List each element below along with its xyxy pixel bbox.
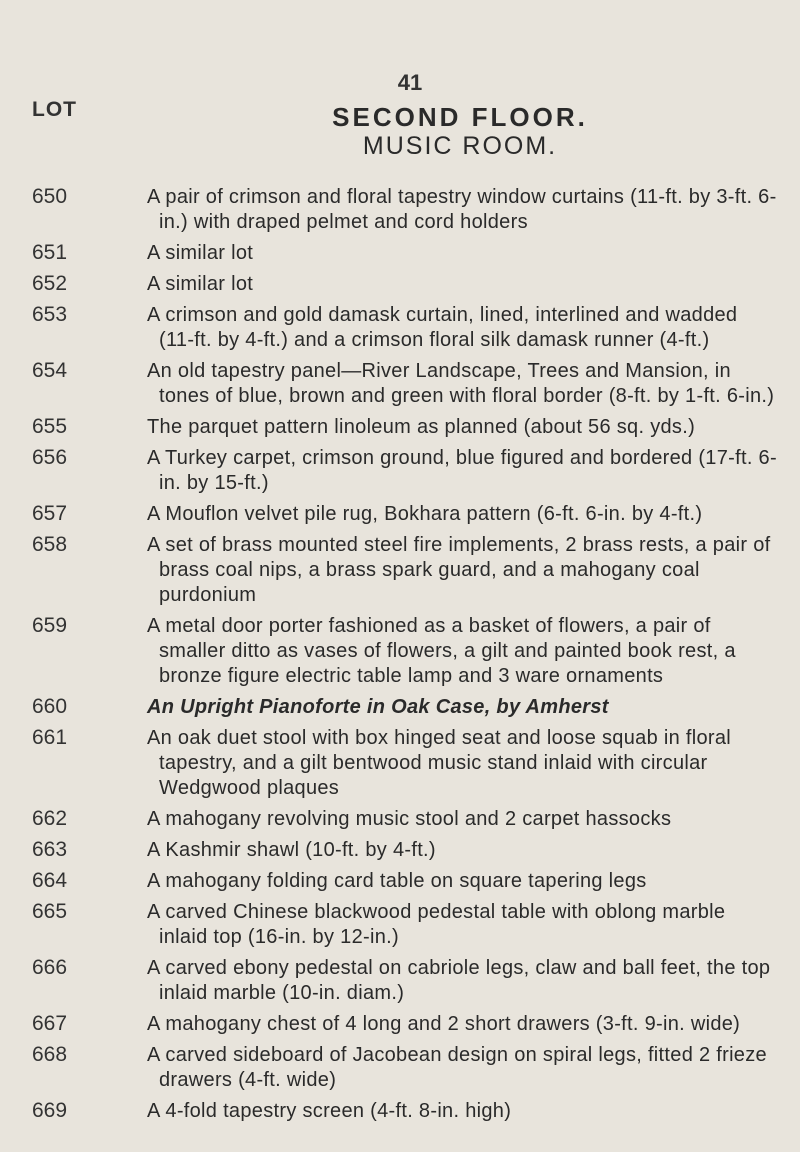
lot-description: A Kashmir shawl (10-ft. by 4-ft.): [147, 839, 436, 861]
lot-number: 668: [32, 1043, 68, 1066]
lot-number: 659: [32, 614, 68, 637]
lot-description: A 4-fold tapestry screen (4-ft. 8-in. high): [147, 1100, 512, 1122]
lot-column-label: LOT: [32, 98, 77, 121]
lot-number: 664: [32, 869, 68, 892]
lot-number: 660: [32, 695, 68, 718]
lot-number: 662: [32, 807, 68, 830]
lot-number: 665: [32, 900, 68, 923]
lot-description: An oak duet stool with box hinged seat and loose squab in floral tapestry, and a gilt bentwood music stand inlaid with circular Wedgwood plaques: [147, 727, 732, 799]
lot-number: 658: [32, 533, 68, 556]
lot-number: 663: [32, 838, 68, 861]
lot-number: 654: [32, 359, 68, 382]
lot-description: The parquet pattern linoleum as planned (about 56 sq. yds.): [147, 416, 696, 438]
lot-description: A mahogany chest of 4 long and 2 short drawers (3-ft. 9-in. wide): [147, 1013, 741, 1035]
lot-description: A carved ebony pedestal on cabriole legs, claw and ball feet, the top inlaid marble (10-in. diam.): [147, 957, 771, 1004]
lot-description: A Mouflon velvet pile rug, Bokhara pattern (6-ft. 6-in. by 4-ft.): [147, 503, 703, 525]
lot-description: A metal door porter fashioned as a basket of flowers, a pair of smaller ditto as vases of flowers, a gilt and painted book rest, a bronze figure electric table lamp and 3 ware ornaments: [147, 615, 736, 687]
floor-heading: SECOND FLOOR.: [332, 102, 588, 132]
lot-number: 652: [32, 272, 68, 295]
lot-description: A carved sideboard of Jacobean design on spiral legs, fitted 2 frieze drawers (4-ft. wide): [147, 1044, 767, 1091]
lot-description: A mahogany folding card table on square tapering legs: [147, 870, 647, 892]
lot-number: 656: [32, 446, 68, 469]
lot-description: An Upright Pianoforte in Oak Case, by Amherst: [147, 696, 609, 718]
lot-number: 650: [32, 185, 68, 208]
lot-description: A Turkey carpet, crimson ground, blue figured and bordered (17-ft. 6-in. by 15-ft.): [147, 447, 777, 494]
lot-number: 661: [32, 726, 68, 749]
lot-number: 657: [32, 502, 68, 525]
lot-description: A mahogany revolving music stool and 2 carpet hassocks: [147, 808, 672, 830]
lot-description: A crimson and gold damask curtain, lined, interlined and wadded (11-ft. by 4-ft.) and a crimson floral silk damask runner (4-ft.): [147, 304, 738, 351]
lot-description: A similar lot: [147, 273, 254, 295]
page-number: 41: [397, 70, 423, 95]
lot-number: 669: [32, 1099, 68, 1122]
lot-number: 666: [32, 956, 68, 979]
lot-number: 651: [32, 241, 68, 264]
lot-number: 667: [32, 1012, 68, 1035]
room-heading: MUSIC ROOM.: [362, 132, 558, 160]
lot-number: 655: [32, 415, 68, 438]
lot-description: A similar lot: [147, 242, 254, 264]
lot-description: A pair of crimson and floral tapestry window curtains (11-ft. by 3-ft. 6-in.) with draped pelmet and cord holders: [147, 186, 777, 233]
lot-number: 653: [32, 303, 68, 326]
lot-description: An old tapestry panel—River Landscape, Trees and Mansion, in tones of blue, brown and green with floral border (8-ft. by 1-ft. 6-in.): [147, 360, 775, 407]
lot-description: A set of brass mounted steel fire implements, 2 brass rests, a pair of brass coal nips, a brass spark guard, and a mahogany coal purdonium: [147, 534, 771, 606]
lot-description: A carved Chinese blackwood pedestal table with oblong marble inlaid top (16-in. by 12-in.): [147, 901, 726, 948]
